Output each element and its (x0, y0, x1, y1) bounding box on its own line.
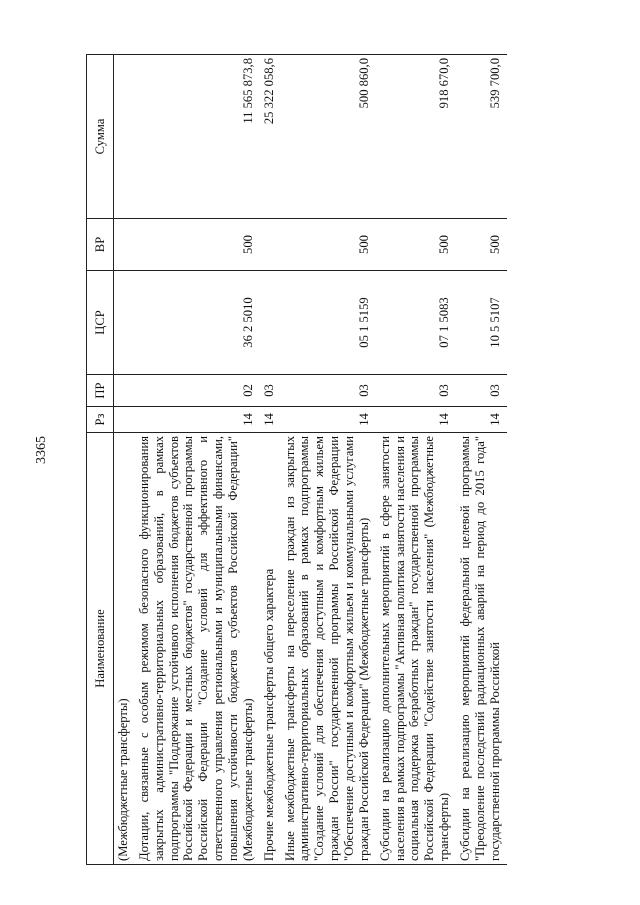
table-row (281, 55, 376, 865)
row-vr (260, 219, 281, 271)
row-vr: 500 (456, 219, 507, 271)
table-row (260, 55, 281, 865)
row-rz: 14 (260, 407, 281, 433)
row-pr: 03 (281, 375, 376, 407)
row-rz (114, 407, 135, 433)
row-vr (114, 219, 135, 271)
row-rz: 14 (281, 407, 376, 433)
row-sum: 918 670,0 (376, 55, 456, 219)
row-sum: 500 860,0 (281, 55, 376, 219)
page-number: 3365 (34, 436, 49, 464)
row-sum (114, 55, 135, 219)
table-row (376, 55, 456, 865)
row-sum: 25 322 058,6 (260, 55, 281, 219)
row-rz: 14 (376, 407, 456, 433)
row-pr: 03 (260, 375, 281, 407)
row-pr: 02 (135, 375, 260, 407)
budget-table (86, 54, 507, 865)
row-csr: 10 5 5107 (456, 271, 507, 375)
header-csr: ЦСР (87, 271, 114, 375)
budget-table-rotated (86, 55, 626, 865)
header-sum: Сумма (87, 55, 114, 219)
table-row (456, 55, 507, 865)
row-sum: 11 565 873,8 (135, 55, 260, 219)
row-name: Дотации, связанные с особым режимом безопасного функционирования закрытых административно-территориальных образований, в рамках подпрограммы "Поддержание устойчивого исполнения бюджетов субъектов Российской Федерации и местных бюджетов" государственной программы Российской Федерации "Создание условий для эффективного и ответственного управления региональными и муниципальными финансами, повышения устойчивости бюджетов субъектов Российской Федерации" (Межбюджетные трансферты) (135, 433, 260, 865)
row-sum: 539 700,0 (456, 55, 507, 219)
row-vr: 500 (135, 219, 260, 271)
header-vr: ВР (87, 219, 114, 271)
row-rz: 14 (135, 407, 260, 433)
row-csr: 07 1 5083 (376, 271, 456, 375)
row-pr: 03 (376, 375, 456, 407)
row-pr: 03 (456, 375, 507, 407)
row-name: Иные межбюджетные трансферты на переселение граждан из закрытых административно-территориальных образований в рамках подпрограммы "Создание условий для обеспечения доступным и комфортным жильем граждан России" государственной программы Российской Федерации "Обеспечение доступным и комфортным жильем и коммунальными услугами граждан Российской Федерации" (Межбюджетные трансферты) (281, 433, 376, 865)
row-pr (114, 375, 135, 407)
table-row (135, 55, 260, 865)
row-vr: 500 (281, 219, 376, 271)
row-csr (114, 271, 135, 375)
row-name: Субсидии на реализацию дополнительных мероприятий в сфере занятости населения в рамках подпрограммы "Активная политика занятости населения и социальная поддержка безработных граждан" государственной программы Российской Федерации "Содействие занятости населения" (Межбюджетные трансферты) (376, 433, 456, 865)
table-header-row (87, 55, 114, 865)
row-rz: 14 (456, 407, 507, 433)
row-csr (260, 271, 281, 375)
row-vr: 500 (376, 219, 456, 271)
header-rz: Рз (87, 407, 114, 433)
table-row (114, 55, 135, 865)
row-name: (Межбюджетные трансферты) (114, 433, 135, 865)
row-name: Субсидии на реализацию мероприятий федеральной целевой программы "Преодоление последствий радиационных аварий на период до 2015 года" государственной программы Российской (456, 433, 507, 865)
row-csr: 05 1 5159 (281, 271, 376, 375)
header-pr: ПР (87, 375, 114, 407)
row-csr: 36 2 5010 (135, 271, 260, 375)
row-name: Прочие межбюджетные трансферты общего характера (260, 433, 281, 865)
header-name: Наименование (87, 433, 114, 865)
